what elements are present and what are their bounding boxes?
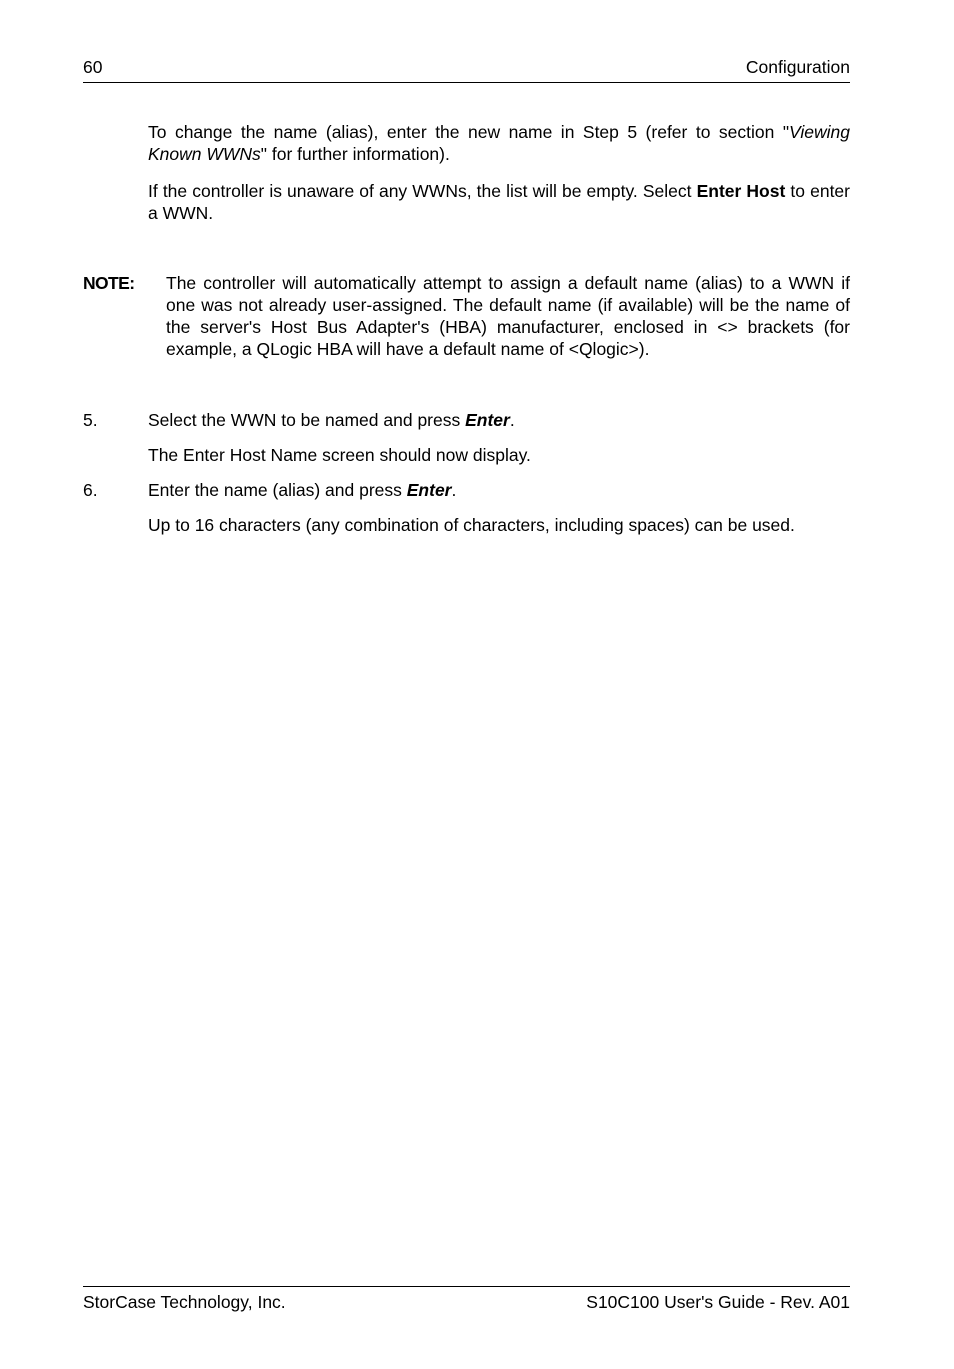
step5-text-end: . bbox=[509, 410, 515, 430]
step-number: 5. bbox=[83, 410, 98, 430]
header-divider bbox=[83, 82, 850, 83]
step6-text-start: Enter the name (alias) and press bbox=[148, 480, 407, 500]
step6-text-end: . bbox=[451, 480, 457, 500]
step-result: The Enter Host Name screen should now display. bbox=[148, 445, 531, 465]
para2-text-start: If the controller is unaware of any WWNs, the list will be empty. Select bbox=[148, 181, 697, 201]
para2-text-end: to enter a WWN. bbox=[148, 181, 850, 223]
enter-host-label: Enter Host bbox=[696, 181, 786, 201]
note-text: The controller will automatically attempt to assign a default name (alias) to a WWN if one was not already user-assigned. The default name (if available) will be the name of the server's Host Bus Adapter's (HBA) manufacturer, enclosed in <> brackets (for example, a QLogic HBA will have a default name of <Qlogic>). bbox=[166, 273, 850, 359]
footer-divider bbox=[83, 1286, 850, 1287]
company-name: StorCase Technology, Inc. bbox=[83, 1292, 286, 1312]
page-number: 60 bbox=[83, 57, 103, 77]
step-instruction bbox=[148, 479, 456, 501]
para1-text-end: " for further information). bbox=[260, 144, 450, 164]
enter-key-label: Enter bbox=[465, 410, 510, 430]
document-title: S10C100 User's Guide - Rev. A01 bbox=[586, 1292, 850, 1312]
enter-key-label: Enter bbox=[406, 480, 452, 500]
section-reference: Viewing Known WWNs bbox=[148, 122, 850, 164]
paragraph-change-name bbox=[148, 121, 850, 165]
note-label: NOTE: bbox=[83, 273, 135, 293]
paragraph-empty-list bbox=[148, 180, 850, 224]
step-instruction bbox=[148, 409, 515, 431]
section-title: Configuration bbox=[745, 57, 850, 77]
step-result: Up to 16 characters (any combination of characters, including spaces) can be used. bbox=[148, 515, 795, 535]
para1-text-start: To change the name (alias), enter the new name in Step 5 (refer to section " bbox=[148, 122, 790, 142]
step5-text-start: Select the WWN to be named and press bbox=[148, 410, 466, 430]
step-number: 6. bbox=[83, 480, 98, 500]
